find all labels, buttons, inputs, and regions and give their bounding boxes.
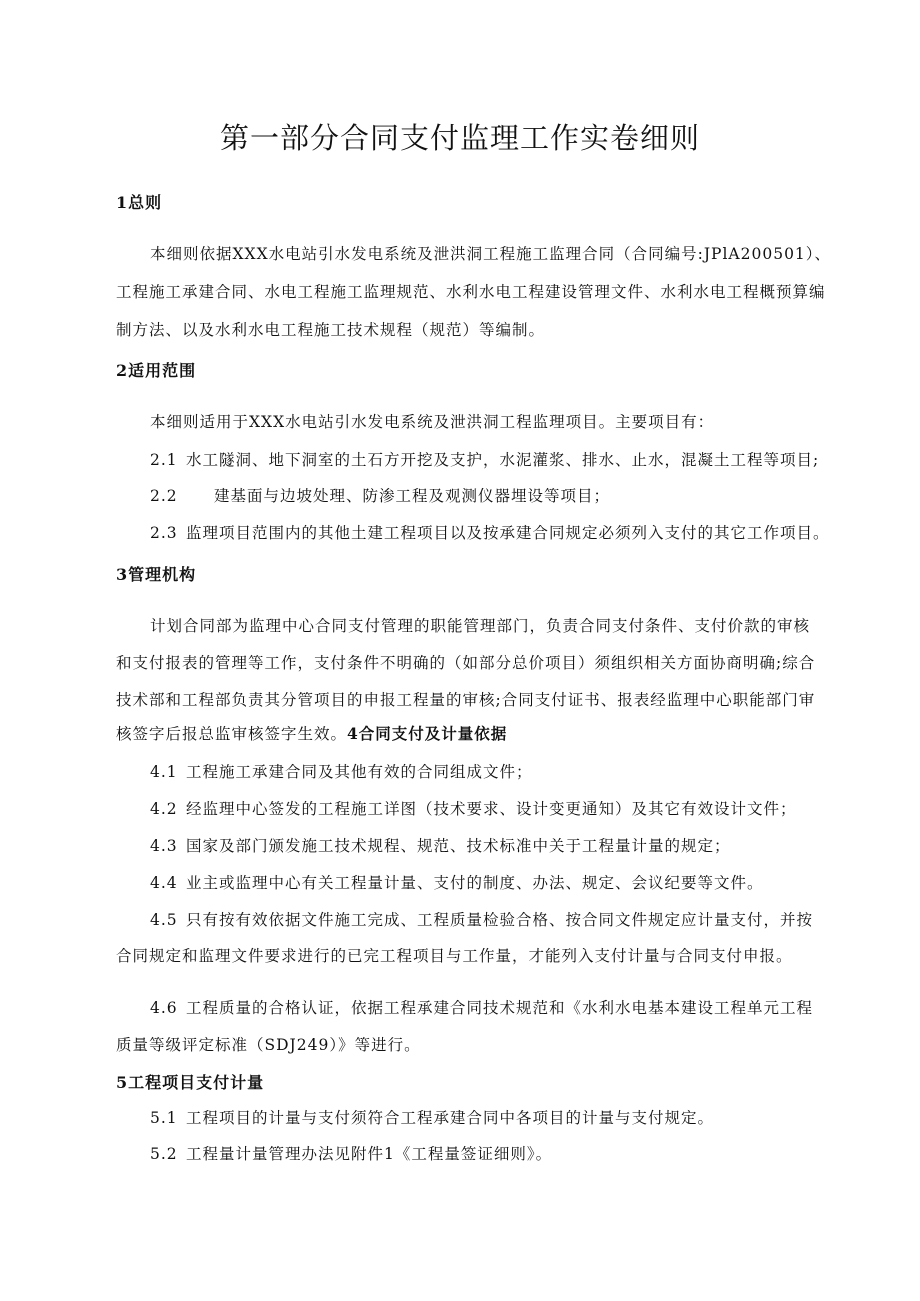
item-text: 工程项目的计量与支付须符合工程承建合同中各项目的计量与支付规定。 xyxy=(186,1109,715,1127)
section-1-heading: 1总则 xyxy=(116,193,163,212)
section-4-item-3 xyxy=(150,834,890,856)
section-4-item-6-cont: 质量等级评定标准（SDJ249）》等进行。 xyxy=(116,1036,421,1054)
section-2-item-1 xyxy=(150,448,890,470)
item-text: 工程量计量管理办法见附件1《工程量签证细则》。 xyxy=(186,1145,553,1163)
section-3-line-1: 计划合同部为监理中心合同支付管理的职能管理部门，负责合同支付条件、支付价款的审核 xyxy=(150,617,811,635)
section-2-heading: 2适用范围 xyxy=(116,361,197,380)
item-number: 4.4 xyxy=(150,874,178,892)
section-4-item-5 xyxy=(150,908,890,930)
section-5-heading: 5工程项目支付计量 xyxy=(116,1073,265,1092)
item-number: 2.1 xyxy=(150,451,178,469)
section-3-line-2: 和支付报表的管理等工作，支付条件不明确的（如部分总价项目）须组织相关方面协商明确;综合 xyxy=(116,654,816,672)
item-number: 4.5 xyxy=(150,911,178,929)
item-number: 5.1 xyxy=(150,1109,178,1127)
section-4-item-1 xyxy=(150,760,890,782)
item-text: 只有按有效依据文件施工完成、工程质量检验合格、按合同文件规定应计量支付，并按 xyxy=(186,911,814,929)
section-4-item-2 xyxy=(150,797,890,819)
item-text: 国家及部门颁发施工技术规程、规范、技术标准中关于工程量计量的规定； xyxy=(186,837,731,855)
item-text: 经监理中心签发的工程施工详图（技术要求、设计变更通知）及其它有效设计文件； xyxy=(186,800,797,818)
section-1-line-3: 制方法、以及水利水电工程施工技术规程（规范）等编制。 xyxy=(116,321,546,339)
item-text: 建基面与边坡处理、防渗工程及观测仪器埋设等项目； xyxy=(214,487,611,505)
item-number: 4.6 xyxy=(150,999,178,1017)
item-number: 4.1 xyxy=(150,763,178,781)
section-3-line-4 xyxy=(116,722,856,744)
section-4-item-6 xyxy=(150,996,890,1018)
section-3-line-3: 技术部和工程部负责其分管项目的申报工程量的审核;合同支付证书、报表经监理中心职能部门审 xyxy=(116,691,816,709)
item-number: 2.3 xyxy=(150,524,178,542)
section-5-item-1 xyxy=(150,1106,890,1128)
document-title: 第一部分合同支付监理工作实卷细则 xyxy=(219,121,700,155)
section-2-intro: 本细则适用于XXX水电站引水发电系统及泄洪洞工程监理项目。主要项目有： xyxy=(150,413,715,431)
item-text: 业主或监理中心有关工程量计量、支付的制度、办法、规定、会议纪要等文件。 xyxy=(186,874,764,892)
section-2-item-2 xyxy=(150,484,890,506)
section-4-heading: 4合同支付及计量依据 xyxy=(347,724,508,743)
section-4-item-4 xyxy=(150,871,890,893)
section-2-item-3 xyxy=(150,521,890,543)
item-text: 水工隧洞、地下洞室的土石方开挖及支护，水泥灌浆、排水、止水，混凝土工程等项目; xyxy=(186,451,820,469)
section-1-line-2: 工程施工承建合同、水电工程施工监理规范、水利水电工程建设管理文件、水利水电工程概预算编 xyxy=(116,283,826,301)
item-text: 工程质量的合格认证，依据工程承建合同技术规范和《水利水电基本建设工程单元工程 xyxy=(186,999,814,1017)
item-text: 监理项目范围内的其他土建工程项目以及按承建合同规定必须列入支付的其它工作项目。 xyxy=(186,524,830,542)
section-3-last-line: 核签字后报总监审核签字生效。 xyxy=(116,725,348,743)
section-3-heading: 3管理机构 xyxy=(116,565,197,584)
item-number: 5.2 xyxy=(150,1145,178,1163)
item-number: 4.2 xyxy=(150,800,178,818)
section-4-item-5-cont: 合同规定和监理文件要求进行的已完工程项目与工作量，才能列入支付计量与合同支付申报。 xyxy=(116,947,793,965)
item-number: 2.2 xyxy=(150,487,178,505)
section-5-item-2 xyxy=(150,1142,890,1164)
item-text: 工程施工承建合同及其他有效的合同组成文件； xyxy=(186,763,533,781)
item-number: 4.3 xyxy=(150,837,178,855)
section-1-line-1: 本细则依据XXX水电站引水发电系统及泄洪洞工程施工监理合同（合同编号:JPlA200501）、 xyxy=(150,245,832,263)
